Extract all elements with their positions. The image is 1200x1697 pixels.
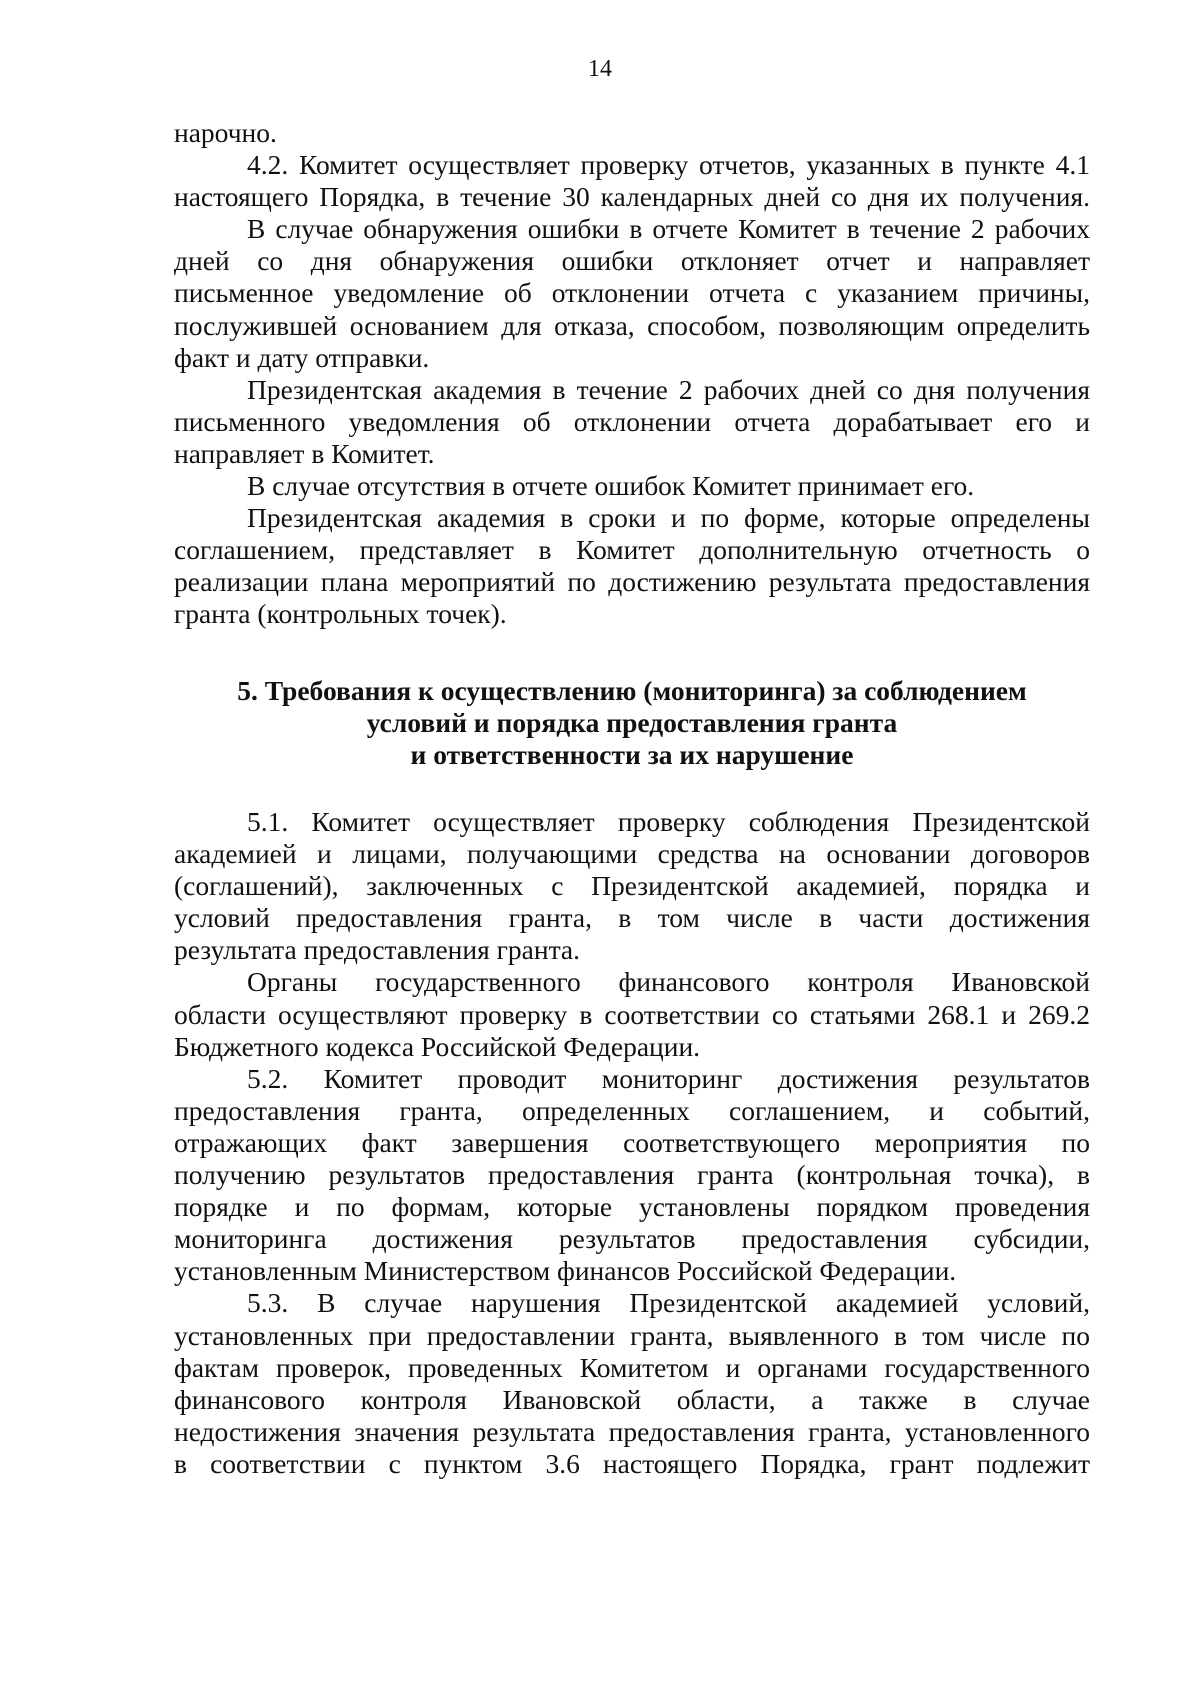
text-line: нарочно.	[174, 117, 277, 148]
text-line: направляет в Комитет.	[174, 437, 435, 469]
text-line: 4.2. Комитет осуществляет проверку отчетов, указанных в пункте 4.1	[247, 149, 1090, 181]
text-line: настоящего Порядка, в течение 30 календарных дней со дня их получения.	[174, 181, 1090, 213]
text-line: недостижения значения результата предоставления гранта, установленного	[174, 1415, 1090, 1447]
text-line: факт и дату отправки.	[174, 341, 430, 373]
text-line: письменное уведомление об отклонении отчета с указанием причины,	[174, 277, 1090, 309]
text-block-4-continued	[174, 117, 1090, 631]
section-5-heading	[174, 675, 1090, 771]
text-line: письменного уведомления об отклонении отчета дорабатывает его и	[174, 405, 1090, 437]
text-line: условий предоставления гранта, в том числе в части достижения	[174, 902, 1090, 934]
text-line: 5.3. В случае нарушения Президентской академией условий,	[247, 1287, 1090, 1319]
text-line: В случае обнаружения ошибки в отчете Комитет в течение 2 рабочих	[247, 213, 1090, 245]
text-line: дней со дня обнаружения ошибки отклоняет отчет и направляет	[174, 245, 1090, 277]
text-line: мониторинга достижения результатов предоставления субсидии,	[174, 1223, 1090, 1255]
text-line: Президентская академия в течение 2 рабочих дней со дня получения	[247, 373, 1090, 405]
text-line: получению результатов предоставления гранта (контрольная точка), в	[174, 1159, 1090, 1191]
text-line: в соответствии с пунктом 3.6 настоящего Порядка, грант подлежит	[174, 1447, 1090, 1479]
text-line: предоставления гранта, определенных соглашением, и событий,	[174, 1094, 1090, 1126]
heading-line-1: 5. Требования к осуществлению (мониторинга) за соблюдением	[237, 675, 1027, 706]
text-line: установленных при предоставлении гранта, выявленного в том числе по	[174, 1319, 1090, 1351]
text-block-section-5	[174, 806, 1090, 1480]
text-line: соглашением, представляет в Комитет дополнительную отчетность о	[174, 534, 1090, 566]
text-line: академией и лицами, получающими средства на основании договоров	[174, 838, 1090, 870]
text-line: (соглашений), заключенных с Президентской академией, порядка и	[174, 870, 1090, 902]
heading-line-3: и ответственности за их нарушение	[410, 739, 854, 770]
text-line: области осуществляют проверку в соответствии со статьями 268.1 и 269.2	[174, 998, 1090, 1030]
text-line: отражающих факт завершения соответствующего мероприятия по	[174, 1126, 1090, 1158]
text-line: гранта (контрольных точек).	[174, 598, 507, 630]
text-line: 5.1. Комитет осуществляет проверку соблюдения Президентской	[247, 806, 1090, 837]
text-line: реализации плана мероприятий по достижению результата предоставления	[174, 566, 1090, 598]
text-line: порядке и по формам, которые установлены порядком проведения	[174, 1191, 1090, 1223]
text-line: установленным Министерством финансов Российской Федерации.	[174, 1255, 957, 1287]
text-line: результата предоставления гранта.	[174, 934, 581, 966]
heading-line-2: условий и порядка предоставления гранта	[366, 707, 898, 738]
text-line: Президентская академия в сроки и по форме, которые определены	[247, 502, 1090, 534]
text-line: послужившей основанием для отказа, способом, позволяющим определить	[174, 309, 1090, 341]
text-line: В случае отсутствия в отчете ошибок Комитет принимает его.	[247, 470, 975, 502]
text-line: Бюджетного кодекса Российской Федерации.	[174, 1030, 701, 1062]
text-line: 5.2. Комитет проводит мониторинг достижения результатов	[247, 1062, 1090, 1094]
text-line: Органы государственного финансового контроля Ивановской	[247, 966, 1090, 998]
page-number: 14	[588, 56, 612, 82]
text-line: фактам проверок, проведенных Комитетом и органами государственного	[174, 1351, 1090, 1383]
text-line: финансового контроля Ивановской области, а также в случае	[174, 1383, 1090, 1415]
